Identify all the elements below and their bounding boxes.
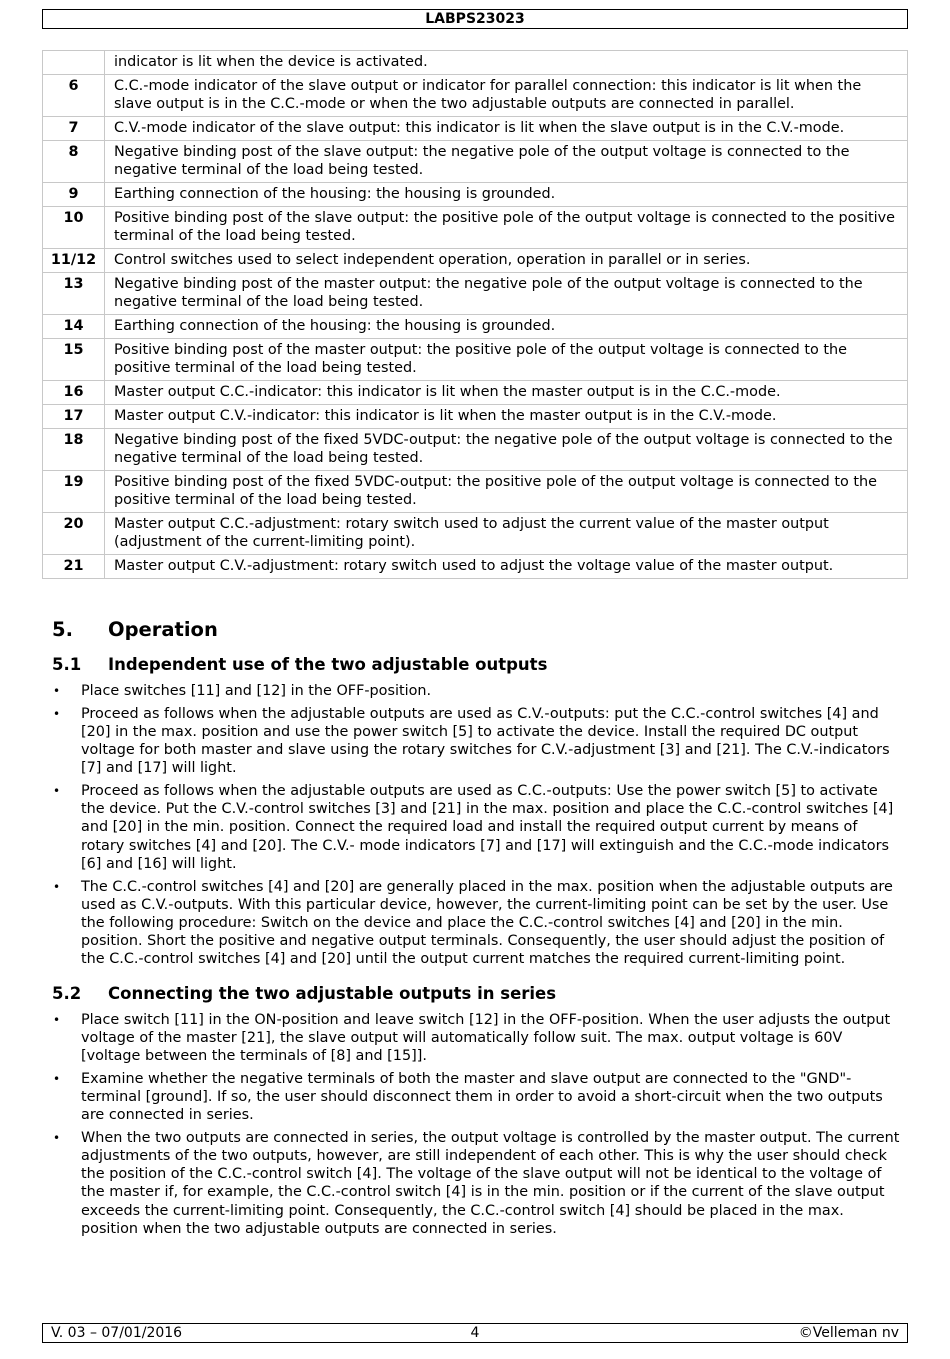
list-item-text: Proceed as follows when the adjustable outputs are used as C.C.-outputs: Use the power switch [5] to activate the device. Put the C.V.-control switches [3] and [21] in the max. position and place the C.C.-control switches [4] and [20] in the min. position. Connect the required load and install the required output current by means of rotary switches [4] and [20]. The C.V.- mode indicators [7] and [17] will extinguish and the C.C.-mode indicators [6] and [16] will light. [81, 783, 894, 872]
table-row [43, 141, 908, 183]
list-item [52, 782, 902, 873]
table-row [43, 555, 908, 579]
table-row [43, 75, 908, 117]
item-description: Negative binding post of the slave output: the negative pole of the output voltage is connected to the negative terminal of the load being tested. [105, 141, 908, 183]
bullet-icon: • [53, 706, 61, 721]
list-item-text: The C.C.-control switches [4] and [20] are generally placed in the max. position when the adjustable outputs are used as C.V.-outputs. With this particular device, however, the current-limiting point can be set by the user. Use the following procedure: Switch on the device and place the C.C.-control switches [4] and [20] in the min. position. Short the positive and negative output terminals. Consequently, the user should adjust the position of the C.C.-control switches [4] and [20] until the output current matches the required current-limiting point. [81, 878, 893, 968]
item-number: 14 [43, 315, 105, 339]
section-number: 5. [52, 618, 73, 641]
subsection-title: Connecting the two adjustable outputs in series [108, 983, 557, 1003]
list-item [52, 878, 902, 969]
item-number: 7 [43, 117, 105, 141]
bullet-list [52, 1011, 902, 1238]
item-number: 21 [43, 555, 105, 579]
table-row [43, 513, 908, 555]
item-description: C.V.-mode indicator of the slave output: this indicator is lit when the slave output is in the C.V.-mode. [105, 117, 908, 141]
page-header [42, 9, 908, 29]
table-row [43, 381, 908, 405]
item-number [43, 51, 105, 75]
parts-table [42, 50, 908, 579]
table-row [43, 183, 908, 207]
item-description: Earthing connection of the housing: the housing is grounded. [105, 183, 908, 207]
item-number: 15 [43, 339, 105, 381]
table-row [43, 249, 908, 273]
bullet-icon: • [53, 1012, 61, 1027]
item-description: Negative binding post of the master output: the negative pole of the output voltage is connected to the negative terminal of the load being tested. [105, 273, 908, 315]
list-item-text: Examine whether the negative terminals of both the master and slave output are connected to the "GND"-terminal [ground]. If so, the user should disconnect them in order to avoid a short-circuit when the two outputs are connected in series. [81, 1070, 883, 1124]
table-row [43, 273, 908, 315]
item-description: C.C.-mode indicator of the slave output or indicator for parallel connection: this indicator is lit when the slave output is in the C.C.-mode or when the two adjustable outputs are connected in parallel. [105, 75, 908, 117]
item-number: 17 [43, 405, 105, 429]
bullet-icon: • [53, 784, 61, 799]
item-number: 11/12 [43, 249, 105, 273]
subsection-heading [52, 654, 902, 676]
copyright-text: ©Velleman nv [798, 1325, 899, 1341]
list-item-text: Proceed as follows when the adjustable outputs are used as C.V.-outputs: put the C.C.-control switches [4] and [20] in the max. position and use the power switch [5] to activate the device. Install the required DC output voltage for both master and slave using the rotary switches for C.V.-adjustment [3] and [21]. The C.V.-indicators [7] and [17] will light. [81, 705, 890, 777]
bullet-icon: • [53, 684, 61, 698]
bullet-icon: • [53, 879, 61, 894]
list-item [52, 1129, 902, 1238]
table-row [43, 339, 908, 381]
item-description: Earthing connection of the housing: the housing is grounded. [105, 315, 908, 339]
table-row [43, 117, 908, 141]
item-number: 13 [43, 273, 105, 315]
list-item [52, 1011, 902, 1066]
subsection-number: 5.2 [52, 983, 82, 1003]
item-number: 8 [43, 141, 105, 183]
item-description: Master output C.C.-indicator: this indicator is lit when the master output is in the C.C.-mode. [105, 381, 908, 405]
table-row [43, 315, 908, 339]
table-row [43, 51, 908, 75]
table-row [43, 429, 908, 471]
item-description: Master output C.V.-indicator: this indicator is lit when the master output is in the C.V.-mode. [105, 405, 908, 429]
version-date: V. 03 – 07/01/2016 [51, 1325, 183, 1341]
list-item [52, 1070, 902, 1125]
item-number: 20 [43, 513, 105, 555]
item-description: Negative binding post of the fixed 5VDC-output: the negative pole of the output voltage is connected to the negative terminal of the load being tested. [105, 429, 908, 471]
item-number: 10 [43, 207, 105, 249]
table-row [43, 405, 908, 429]
item-description: Positive binding post of the master output: the positive pole of the output voltage is connected to the positive terminal of the load being tested. [105, 339, 908, 381]
list-item [52, 682, 902, 700]
subsection-heading [52, 983, 902, 1005]
section-heading [52, 615, 902, 648]
page-footer [42, 1323, 908, 1343]
main-content [52, 615, 902, 1242]
table-row [43, 471, 908, 513]
item-number: 6 [43, 75, 105, 117]
parts-table-body [43, 51, 908, 579]
item-number: 9 [43, 183, 105, 207]
subsection-number: 5.1 [52, 655, 82, 674]
list-item [52, 705, 902, 778]
bullet-icon: • [53, 1071, 61, 1086]
list-item-text: Place switch [11] in the ON-position and leave switch [12] in the OFF-position. When the user adjusts the output voltage of the master [21], the slave output will automatically follow suit. The max. output voltage is 60V [voltage between the terminals of [8] and [15]]. [81, 1011, 891, 1064]
page-number: 4 [470, 1325, 480, 1341]
item-description: Master output C.V.-adjustment: rotary switch used to adjust the voltage value of the master output. [105, 555, 908, 579]
list-item-text: When the two outputs are connected in series, the output voltage is controlled by the master output. The current adjustments of the two outputs, however, are still independent of each other. This is why the user should check the position of the C.C.-control switch [4]. The voltage of the slave output will not be identical to the voltage of the master if, for example, the C.C.-control switch [4] is in the min. position or if the current of the slave output exceeds the current-limiting point. Consequently, the C.C.-control switch [4] should be placed in the max. position when the two adjustable outputs are connected in series. [81, 1129, 900, 1237]
item-description: Positive binding post of the slave output: the positive pole of the output voltage is connected to the positive terminal of the load being tested. [105, 207, 908, 249]
bullet-icon: • [53, 1130, 61, 1145]
item-description: Master output C.C.-adjustment: rotary switch used to adjust the current value of the master output (adjustment of the current-limiting point). [105, 513, 908, 555]
item-description: Control switches used to select independent operation, operation in parallel or in series. [105, 249, 908, 273]
document-title: LABPS23023 [425, 11, 525, 27]
item-number: 18 [43, 429, 105, 471]
bullet-list [52, 682, 902, 969]
item-description: indicator is lit when the device is activated. [105, 51, 908, 75]
item-description: Positive binding post of the fixed 5VDC-output: the positive pole of the output voltage is connected to the positive terminal of the load being tested. [105, 471, 908, 513]
section-title: Operation [108, 618, 218, 641]
subsection-title: Independent use of the two adjustable outputs [108, 655, 548, 674]
list-item-text: Place switches [11] and [12] in the OFF-position. [81, 683, 432, 699]
item-number: 19 [43, 471, 105, 513]
item-number: 16 [43, 381, 105, 405]
table-row [43, 207, 908, 249]
